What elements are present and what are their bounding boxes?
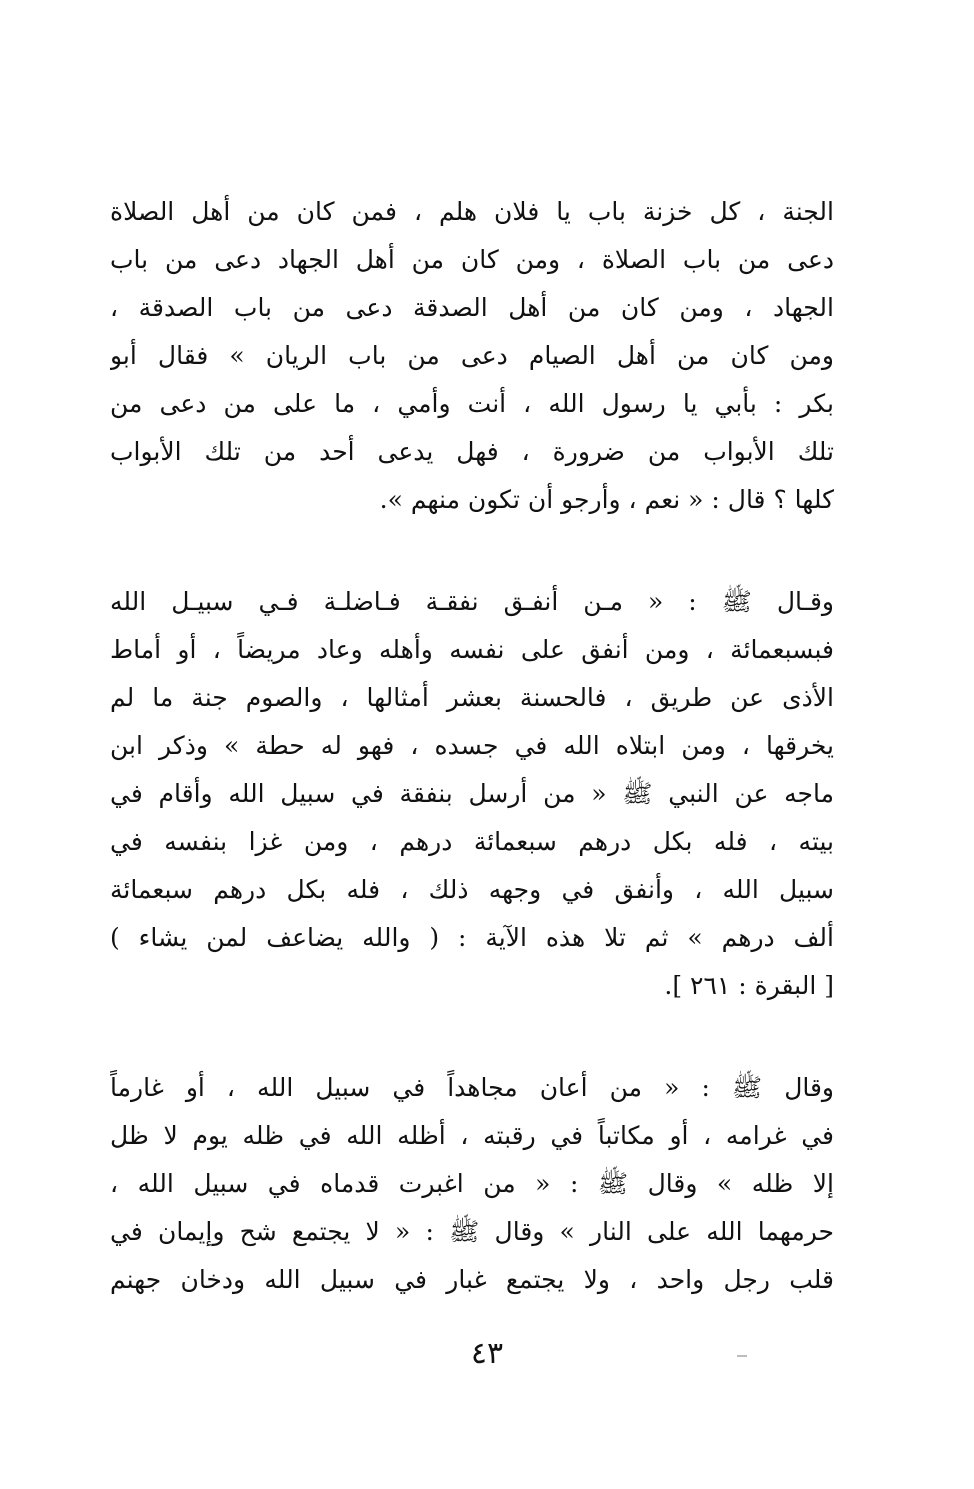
text-line: فبسبعمائة ، ومن أنفق على نفسه وأهله وعاد مريضاً ، أو أماط [110,635,834,664]
text-line: يخرقها ، ومن ابتلاه الله في جسده ، فهو له حطة » وذكر ابن [110,731,834,760]
text-line: الجهاد ، ومن كان من أهل الصدقة دعى من باب الصدقة ، [110,293,834,322]
text-line: تلك الأبواب من ضرورة ، فهل يدعى أحد من تلك الأبواب [110,437,834,466]
text-line: ماجه عن النبي ﷺ « من أرسل بنفقة في سبيل الله وأقام في [110,779,834,808]
text-line: وقـال ﷺ : « مـن أنفـق نفقـة فـاضلـة فـي سبيـل الله [110,587,834,616]
text-line: الجنة ، كل خزنة باب يا فلان هلم ، فمن كان من أهل الصلاة [110,197,834,226]
text-line: ألف درهم » ثم تلا هذه الآية : ( والله يضاعف لمن يشاء ) [110,923,834,952]
paragraph-2 [110,578,834,1010]
text-line: إلا ظله » وقال ﷺ : « من اغبرت قدماه في سبيل الله ، [110,1169,834,1198]
text-line: دعى من باب الصلاة ، ومن كان من أهل الجهاد دعى من باب [110,245,834,274]
text-line: في غرامه ، أو مكاتباً في رقبته ، أظله الله في ظله يوم لا ظل [110,1121,834,1150]
text-line: حرمهما الله على النار » وقال ﷺ : « لا يجتمع شح وإيمان في [110,1217,834,1246]
page-number: ٤٣ [470,1336,504,1371]
text-line: ومن كان من أهل الصيام دعى من باب الريان » فقال أبو [110,341,834,370]
text-line: وقال ﷺ : « من أعان مجاهداً في سبيل الله ، أو غارماً [110,1073,834,1102]
text-line: بيته ، فله بكل درهم سبعمائة درهم ، ومن غزا بنفسه في [110,827,834,856]
text-line: كلها ؟ قال : « نعم ، وأرجو أن تكون منهم ». [379,485,834,514]
text-line: بكر : بأبي يا رسول الله ، أنت وأمي ، ما على من دعى من [110,389,834,418]
paragraph-3 [110,1064,834,1304]
text-line: الأذى عن طريق ، فالحسنة بعشر أمثالها ، والصوم جنة ما لم [110,683,834,712]
text-line: سبيل الله ، وأنفق في وجهه ذلك ، فله بكل درهم سبعمائة [110,875,834,904]
text-line: [ البقرة : ٢٦١ ]. [664,971,834,1000]
text-line: قلب رجل واحد ، ولا يجتمع غبار في سبيل الله ودخان جهنم [110,1265,834,1294]
paragraph-1 [110,188,834,524]
